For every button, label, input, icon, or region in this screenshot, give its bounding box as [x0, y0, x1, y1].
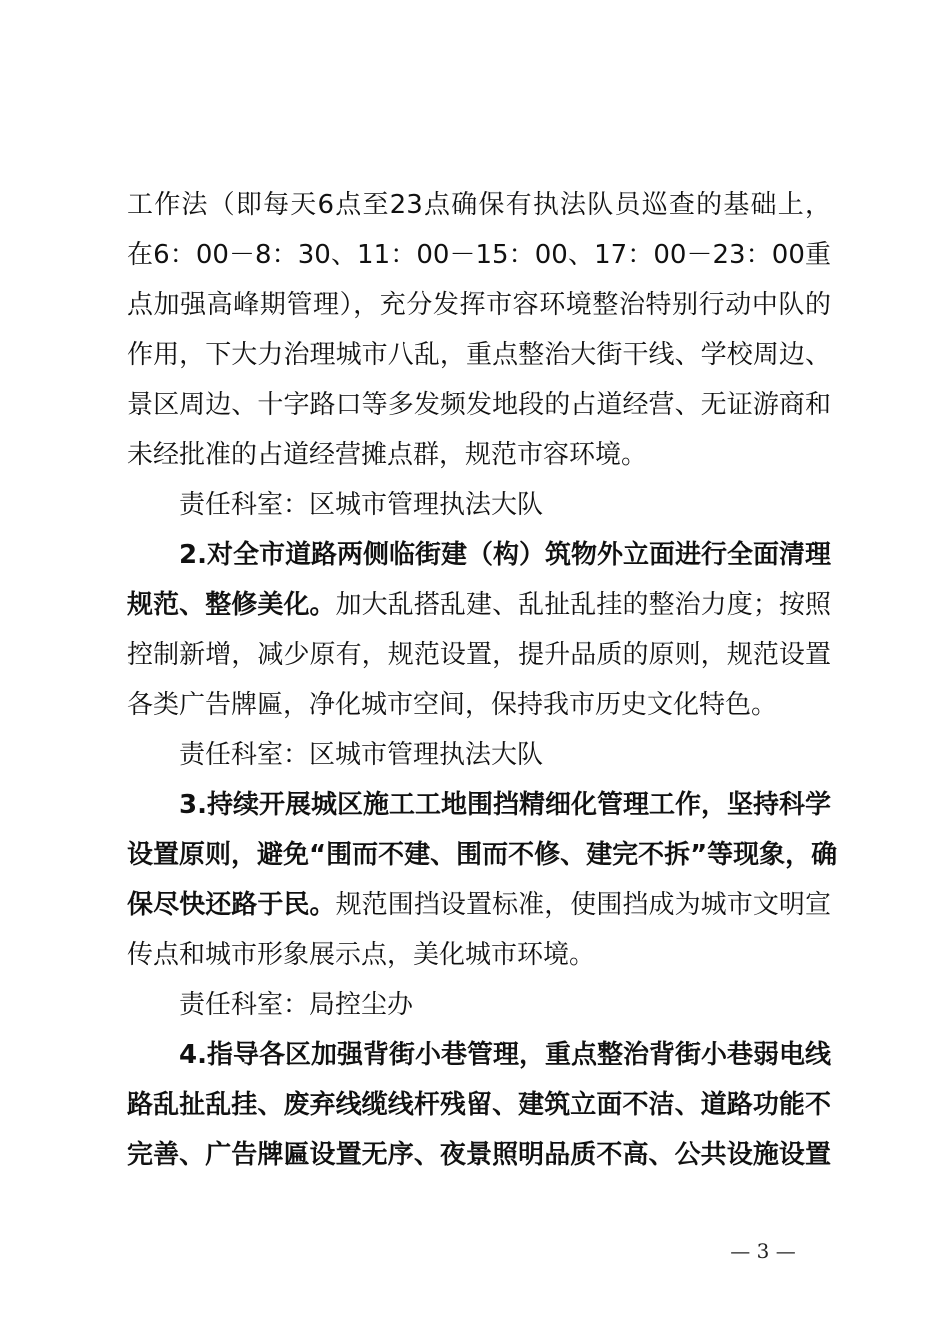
- responsible-office-line: 责任科室：局控尘办: [179, 990, 414, 1020]
- item-2-heading-end: 规范、整修美化。: [127, 590, 336, 620]
- paragraph-line: 控制新增，减少原有，规范设置，提升品质的原则，规范设置: [127, 640, 831, 670]
- item-2-text: 加大乱搭乱建、乱扯乱挂的整治力度；按照: [335, 590, 831, 620]
- paragraph-line: 未经批准的占道经营摊点群，规范市容环境。: [127, 440, 648, 470]
- paragraph-line: 在6：00－8：30、11：00－15：00、17：00－23：00重: [127, 240, 831, 270]
- item-4-heading-line: 完善、广告牌匾设置无序、夜景照明品质不高、公共设施设置: [127, 1140, 831, 1170]
- responsible-office-line: 责任科室：区城市管理执法大队: [179, 740, 544, 770]
- paragraph-line: 点加强高峰期管理），充分发挥市容环境整治特别行动中队的: [127, 290, 831, 320]
- item-3-heading-line: 3.持续开展城区施工工地围挡精细化管理工作，坚持科学: [179, 790, 831, 820]
- paragraph-line: 各类广告牌匾，净化城市空间，保持我市历史文化特色。: [127, 690, 778, 720]
- item-3-text: 规范围挡设置标准，使围挡成为城市文明宣: [335, 890, 831, 920]
- paragraph-line: 景区周边、十字路口等多发频发地段的占道经营、无证游商和: [127, 390, 831, 420]
- item-2-heading-line: 2.对全市道路两侧临街建（构）筑物外立面进行全面清理: [179, 540, 831, 570]
- paragraph-line: [127, 880, 831, 930]
- item-4-heading-line: 4.指导各区加强背街小巷管理，重点整治背街小巷弱电线: [179, 1040, 831, 1070]
- item-3-heading-end: 保尽快还路于民。: [127, 890, 336, 920]
- page-number: — 3 —: [730, 1239, 796, 1263]
- paragraph-line: [127, 580, 831, 630]
- responsible-office-line: 责任科室：区城市管理执法大队: [179, 490, 544, 520]
- item-4-heading-line: 路乱扯乱挂、废弃线缆线杆残留、建筑立面不洁、道路功能不: [127, 1090, 831, 1120]
- paragraph-line: 传点和城市形象展示点，美化城市环境。: [127, 940, 596, 970]
- paragraph-line: 作用，下大力治理城市八乱，重点整治大街干线、学校周边、: [127, 340, 831, 370]
- item-3-heading-line: 设置原则，避免“围而不建、围而不修、建完不拆”等现象，确: [127, 840, 838, 870]
- paragraph-line: 工作法（即每天6点至23点确保有执法队员巡查的基础上，: [127, 190, 831, 220]
